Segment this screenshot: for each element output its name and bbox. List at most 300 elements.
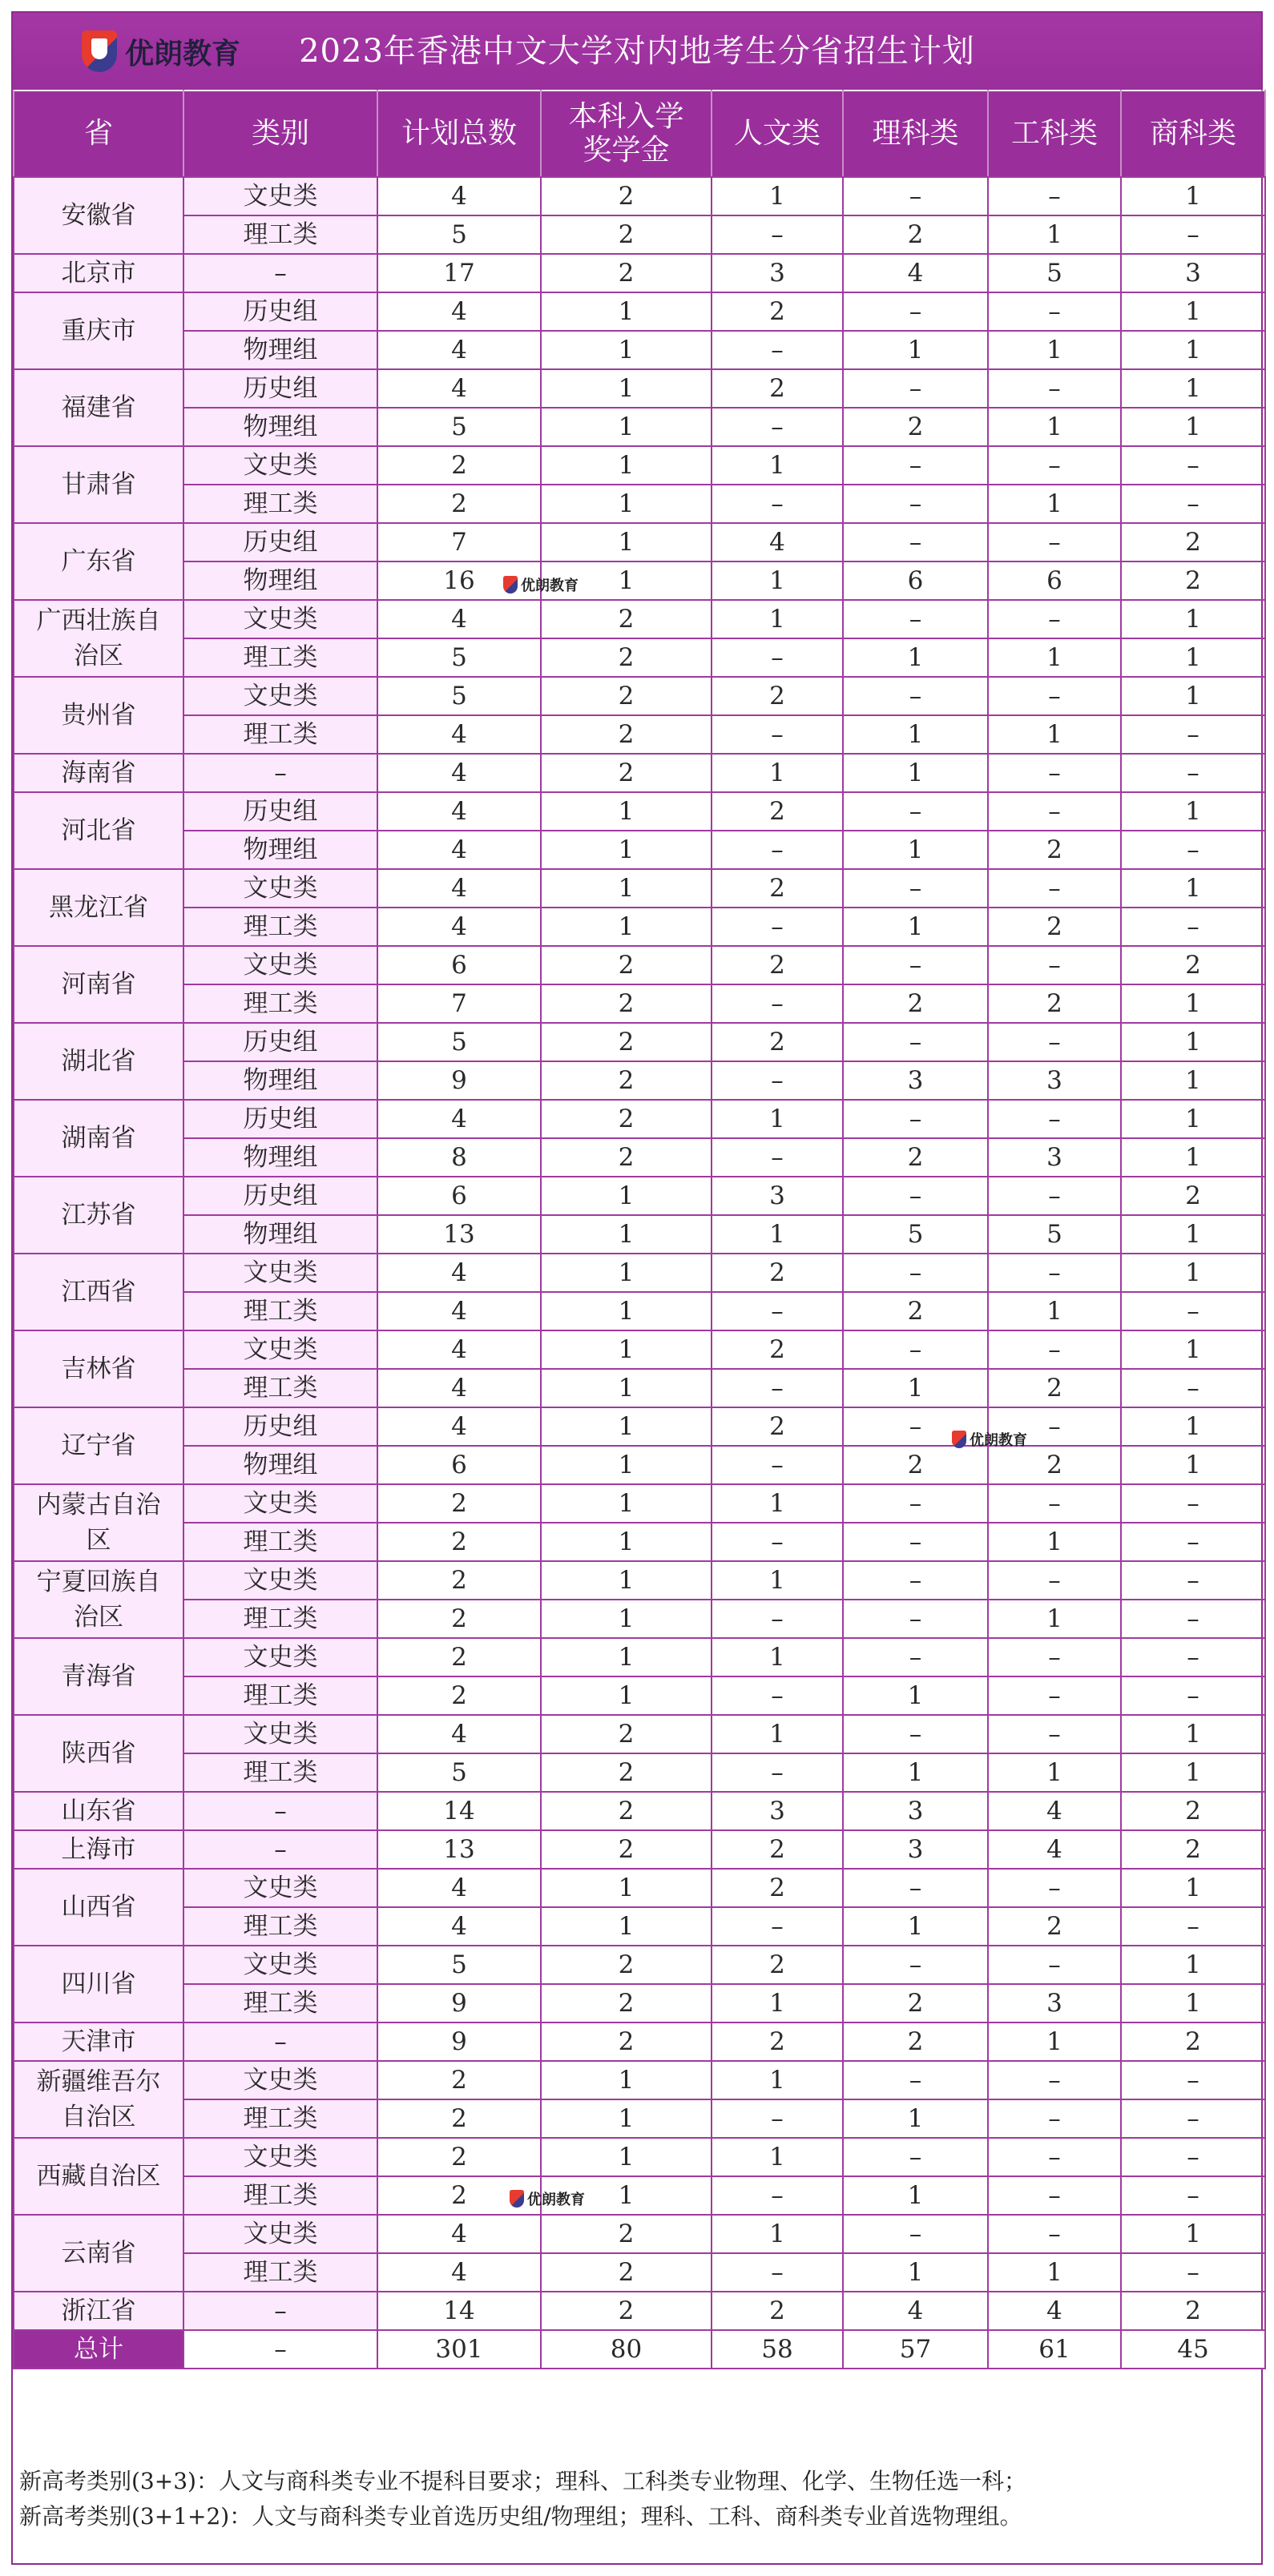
value-cell: – <box>988 946 1121 984</box>
value-cell: 2 <box>988 908 1121 946</box>
value-cell: 4 <box>377 1100 541 1138</box>
province-cell: 宁夏回族自治区 <box>14 1561 183 1638</box>
value-cell: 1 <box>1121 1138 1265 1177</box>
table-row <box>14 1523 1265 1561</box>
value-cell: 2 <box>377 2099 541 2138</box>
table-row <box>14 677 1265 715</box>
value-cell: – <box>988 2061 1121 2099</box>
value-cell: 1 <box>541 2176 712 2215</box>
value-cell: 1 <box>1121 1869 1265 1907</box>
value-cell: – <box>712 485 843 523</box>
value-cell: 2 <box>541 1138 712 1177</box>
value-cell: – <box>843 2061 988 2099</box>
value-cell: – <box>843 869 988 908</box>
value-cell: 4 <box>377 1254 541 1292</box>
value-cell: 1 <box>988 1753 1121 1792</box>
province-cell: 山西省 <box>14 1869 183 1946</box>
value-cell: – <box>988 869 1121 908</box>
value-cell: 4 <box>377 2215 541 2253</box>
value-cell: 2 <box>843 984 988 1023</box>
value-cell: 1 <box>541 1523 712 1561</box>
value-cell: 1 <box>541 561 712 600</box>
value-cell: 4 <box>377 715 541 754</box>
value-cell: – <box>843 1946 988 1984</box>
category-cell: 文史类 <box>183 2215 377 2253</box>
value-cell: – <box>988 1561 1121 1600</box>
value-cell: 2 <box>541 1753 712 1792</box>
category-cell: 文史类 <box>183 1330 377 1369</box>
value-cell: 3 <box>712 1177 843 1215</box>
province-cell: 吉林省 <box>14 1330 183 1407</box>
table-row <box>14 2099 1265 2138</box>
value-cell: 5 <box>377 215 541 254</box>
value-cell: 1 <box>1121 1100 1265 1138</box>
category-cell: 理工类 <box>183 1600 377 1638</box>
value-cell: – <box>1121 1638 1265 1676</box>
value-cell: 1 <box>541 1177 712 1215</box>
table-row <box>14 177 1265 215</box>
value-cell: 1 <box>1121 1023 1265 1061</box>
watermark-logo-icon <box>503 576 518 594</box>
category-cell: 理工类 <box>183 2253 377 2292</box>
value-cell: 5 <box>377 408 541 446</box>
value-cell: 2 <box>541 2215 712 2253</box>
value-cell: – <box>988 1254 1121 1292</box>
category-cell: 文史类 <box>183 1715 377 1753</box>
value-cell: 4 <box>988 2292 1121 2330</box>
value-cell: 5 <box>377 1946 541 1984</box>
value-cell: 1 <box>1121 1446 1265 1484</box>
value-cell: 1 <box>712 2138 843 2176</box>
note-line-1: 新高考类别(3+3)：人文与商科类专业不提科目要求；理科、工科类专业物理、化学、生物任选一科； <box>19 2468 1026 2494</box>
value-cell: – <box>1121 1561 1265 1600</box>
value-cell: 3 <box>988 1061 1121 1100</box>
value-cell: – <box>712 984 843 1023</box>
watermark <box>510 2188 585 2209</box>
table-row <box>14 1292 1265 1330</box>
category-cell: 文史类 <box>183 1638 377 1676</box>
value-cell: 1 <box>988 2023 1121 2061</box>
value-cell: 1 <box>712 1561 843 1600</box>
value-cell: 2 <box>541 1715 712 1753</box>
province-cell: 黑龙江省 <box>14 869 183 946</box>
value-cell: 1 <box>541 1407 712 1446</box>
value-cell: 1 <box>1121 1330 1265 1369</box>
value-cell: – <box>988 1407 1121 1446</box>
value-cell: 1 <box>541 485 712 523</box>
value-cell: – <box>843 1484 988 1523</box>
category-cell: 文史类 <box>183 1869 377 1907</box>
table-row <box>14 869 1265 908</box>
value-cell: 2 <box>377 2061 541 2099</box>
value-cell: – <box>712 2099 843 2138</box>
value-cell: 2 <box>1121 523 1265 561</box>
category-cell: – <box>183 2023 377 2061</box>
value-cell: – <box>712 908 843 946</box>
value-cell: – <box>988 2099 1121 2138</box>
value-cell: 1 <box>712 1100 843 1138</box>
value-cell: 1 <box>1121 2215 1265 2253</box>
value-cell: – <box>843 1100 988 1138</box>
province-cell: 河北省 <box>14 792 183 869</box>
admission-plan-table <box>13 90 1266 2369</box>
value-cell: 2 <box>712 1830 843 1869</box>
province-cell: 湖南省 <box>14 1100 183 1177</box>
value-cell: – <box>712 408 843 446</box>
watermark <box>952 1429 1027 1450</box>
value-cell: 16 <box>377 561 541 600</box>
province-cell: 广西壮族自治区 <box>14 600 183 677</box>
value-cell: – <box>988 1330 1121 1369</box>
value-cell: 4 <box>377 754 541 792</box>
province-cell: 云南省 <box>14 2215 183 2292</box>
value-cell: 2 <box>712 292 843 331</box>
value-cell: 1 <box>1121 369 1265 408</box>
value-cell: – <box>988 600 1121 638</box>
value-cell: 1 <box>541 292 712 331</box>
value-cell: 2 <box>1121 1792 1265 1830</box>
value-cell: 1 <box>541 1676 712 1715</box>
value-cell: – <box>712 1600 843 1638</box>
category-cell: 历史组 <box>183 369 377 408</box>
category-cell: 理工类 <box>183 1292 377 1330</box>
value-cell: 1 <box>541 1907 712 1946</box>
header-cell: 计划总数 <box>377 91 541 177</box>
value-cell: 2 <box>377 446 541 485</box>
value-cell: 1 <box>541 1600 712 1638</box>
value-cell: 2 <box>377 2138 541 2176</box>
value-cell: 2 <box>377 1523 541 1561</box>
value-cell: – <box>988 1484 1121 1523</box>
table-row <box>14 1638 1265 1676</box>
value-cell: 17 <box>377 254 541 292</box>
value-cell: 1 <box>541 1330 712 1369</box>
value-cell: 2 <box>541 1100 712 1138</box>
total-category-cell: – <box>183 2330 377 2369</box>
value-cell: 1 <box>843 1907 988 1946</box>
table-row <box>14 1715 1265 1753</box>
value-cell: 2 <box>377 2176 541 2215</box>
category-cell: 理工类 <box>183 715 377 754</box>
value-cell: 1 <box>712 2215 843 2253</box>
category-cell: – <box>183 754 377 792</box>
value-cell: 1 <box>541 908 712 946</box>
header-cell: 工科类 <box>988 91 1121 177</box>
value-cell: – <box>1121 1600 1265 1638</box>
value-cell: – <box>843 1600 988 1638</box>
value-cell: 4 <box>377 792 541 831</box>
value-cell: – <box>988 177 1121 215</box>
table-row <box>14 561 1265 600</box>
value-cell: 2 <box>1121 2292 1265 2330</box>
value-cell: 1 <box>712 1984 843 2023</box>
table-row <box>14 1869 1265 1907</box>
category-cell: 理工类 <box>183 2176 377 2215</box>
value-cell: 4 <box>377 908 541 946</box>
value-cell: – <box>712 1369 843 1407</box>
value-cell: 13 <box>377 1215 541 1254</box>
total-value-cell: 57 <box>843 2330 988 2369</box>
value-cell: 2 <box>843 408 988 446</box>
header-cell: 理科类 <box>843 91 988 177</box>
category-cell: 理工类 <box>183 1676 377 1715</box>
value-cell: 2 <box>712 2292 843 2330</box>
value-cell: – <box>1121 2061 1265 2099</box>
value-cell: – <box>988 677 1121 715</box>
table-row <box>14 485 1265 523</box>
value-cell: 2 <box>988 984 1121 1023</box>
table-row <box>14 1446 1265 1484</box>
province-cell: 甘肃省 <box>14 446 183 523</box>
value-cell: – <box>843 1715 988 1753</box>
value-cell: – <box>988 792 1121 831</box>
value-cell: 2 <box>541 638 712 677</box>
value-cell: – <box>988 1177 1121 1215</box>
value-cell: 1 <box>988 215 1121 254</box>
value-cell: 2 <box>712 1254 843 1292</box>
value-cell: 1 <box>712 600 843 638</box>
province-cell: 陕西省 <box>14 1715 183 1792</box>
header-cell: 本科入学奖学金 <box>541 91 712 177</box>
value-cell: 1 <box>541 1638 712 1676</box>
value-cell: 4 <box>377 177 541 215</box>
value-cell: 4 <box>988 1792 1121 1830</box>
category-cell: 理工类 <box>183 215 377 254</box>
table-row <box>14 1100 1265 1138</box>
watermark-logo-icon <box>952 1431 966 1448</box>
value-cell: 1 <box>1121 1715 1265 1753</box>
value-cell: – <box>843 1023 988 1061</box>
province-cell: 内蒙古自治区 <box>14 1484 183 1561</box>
value-cell: – <box>1121 831 1265 869</box>
category-cell: 理工类 <box>183 1753 377 1792</box>
value-cell: 4 <box>377 1907 541 1946</box>
watermark <box>503 574 579 595</box>
value-cell: 2 <box>541 1023 712 1061</box>
province-cell: 北京市 <box>14 254 183 292</box>
category-cell: 历史组 <box>183 1177 377 1215</box>
category-cell: 历史组 <box>183 1100 377 1138</box>
value-cell: 1 <box>1121 869 1265 908</box>
value-cell: – <box>712 1753 843 1792</box>
value-cell: 1 <box>712 1638 843 1676</box>
value-cell: – <box>712 831 843 869</box>
category-cell: 物理组 <box>183 408 377 446</box>
value-cell: – <box>712 215 843 254</box>
value-cell: 2 <box>541 177 712 215</box>
value-cell: 3 <box>988 1984 1121 2023</box>
category-cell: 历史组 <box>183 292 377 331</box>
value-cell: 2 <box>843 215 988 254</box>
value-cell: – <box>988 446 1121 485</box>
logo-text: 优朗教育 <box>125 37 241 70</box>
value-cell: – <box>988 523 1121 561</box>
value-cell: 1 <box>712 177 843 215</box>
value-cell: 1 <box>1121 1215 1265 1254</box>
value-cell: – <box>988 1676 1121 1715</box>
value-cell: 1 <box>1121 1946 1265 1984</box>
value-cell: 1 <box>1121 177 1265 215</box>
value-cell: – <box>712 2176 843 2215</box>
category-cell: 理工类 <box>183 638 377 677</box>
table-row <box>14 2023 1265 2061</box>
table-row <box>14 1023 1265 1061</box>
province-cell: 浙江省 <box>14 2292 183 2330</box>
value-cell: – <box>1121 1523 1265 1561</box>
value-cell: – <box>843 485 988 523</box>
value-cell: 5 <box>988 1215 1121 1254</box>
watermark-logo-icon <box>510 2190 524 2208</box>
table-row <box>14 1600 1265 1638</box>
value-cell: – <box>1121 908 1265 946</box>
value-cell: 6 <box>377 946 541 984</box>
value-cell: – <box>843 600 988 638</box>
value-cell: – <box>712 1523 843 1561</box>
value-cell: 2 <box>988 1369 1121 1407</box>
value-cell: 2 <box>843 1446 988 1484</box>
table-row <box>14 1753 1265 1792</box>
value-cell: 4 <box>377 600 541 638</box>
category-cell: – <box>183 1792 377 1830</box>
category-cell: 理工类 <box>183 984 377 1023</box>
value-cell: 2 <box>1121 1830 1265 1869</box>
value-cell: 2 <box>843 2023 988 2061</box>
value-cell: 1 <box>541 446 712 485</box>
value-cell: 2 <box>843 1138 988 1177</box>
value-cell: – <box>1121 485 1265 523</box>
category-cell: 理工类 <box>183 1369 377 1407</box>
category-cell: 文史类 <box>183 600 377 638</box>
province-cell: 广东省 <box>14 523 183 600</box>
table-row <box>14 1830 1265 1869</box>
province-cell: 福建省 <box>14 369 183 446</box>
value-cell: 2 <box>541 677 712 715</box>
value-cell: – <box>712 1292 843 1330</box>
table-row <box>14 1177 1265 1215</box>
value-cell: 2 <box>988 1907 1121 1946</box>
value-cell: – <box>843 369 988 408</box>
value-cell: – <box>712 1446 843 1484</box>
value-cell: 2 <box>377 485 541 523</box>
value-cell: 1 <box>712 446 843 485</box>
table-row <box>14 369 1265 408</box>
province-cell: 安徽省 <box>14 177 183 254</box>
value-cell: 2 <box>541 600 712 638</box>
category-cell: – <box>183 1830 377 1869</box>
value-cell: – <box>712 1061 843 1100</box>
value-cell: 2 <box>712 869 843 908</box>
category-cell: 物理组 <box>183 1446 377 1484</box>
value-cell: 8 <box>377 1138 541 1177</box>
value-cell: 1 <box>843 754 988 792</box>
value-cell: – <box>712 1676 843 1715</box>
value-cell: – <box>712 715 843 754</box>
value-cell: 4 <box>377 1369 541 1407</box>
value-cell: 1 <box>541 369 712 408</box>
table-header-row <box>14 91 1265 177</box>
category-cell: – <box>183 254 377 292</box>
table-body <box>14 177 1265 2369</box>
value-cell: 1 <box>843 2176 988 2215</box>
value-cell: 1 <box>541 408 712 446</box>
value-cell: 2 <box>712 1407 843 1446</box>
value-cell: 6 <box>377 1446 541 1484</box>
value-cell: 1 <box>843 2253 988 2292</box>
value-cell: 1 <box>1121 292 1265 331</box>
value-cell: 3 <box>712 1792 843 1830</box>
value-cell: 1 <box>843 1676 988 1715</box>
value-cell: – <box>1121 715 1265 754</box>
value-cell: 1 <box>1121 1254 1265 1292</box>
page-frame <box>11 11 1263 2565</box>
value-cell: 1 <box>843 1753 988 1792</box>
value-cell: 1 <box>988 1600 1121 1638</box>
total-label: 总计 <box>14 2330 183 2369</box>
value-cell: 1 <box>541 1561 712 1600</box>
category-cell: 文史类 <box>183 869 377 908</box>
value-cell: 2 <box>1121 2023 1265 2061</box>
value-cell: – <box>843 2215 988 2253</box>
value-cell: 2 <box>712 1946 843 1984</box>
table-row <box>14 1984 1265 2023</box>
table-row <box>14 1676 1265 1715</box>
category-cell: 文史类 <box>183 677 377 715</box>
value-cell: – <box>988 2138 1121 2176</box>
category-cell: 文史类 <box>183 2061 377 2099</box>
value-cell: – <box>843 1177 988 1215</box>
value-cell: 1 <box>541 331 712 369</box>
value-cell: – <box>843 1407 988 1446</box>
value-cell: 4 <box>377 1330 541 1369</box>
table-row <box>14 2292 1265 2330</box>
value-cell: 1 <box>843 831 988 869</box>
category-cell: 文史类 <box>183 1561 377 1600</box>
category-cell: 理工类 <box>183 1523 377 1561</box>
value-cell: – <box>843 177 988 215</box>
value-cell: 1 <box>712 1484 843 1523</box>
page-title: 2023年香港中文大学对内地考生分省招生计划 <box>299 33 975 70</box>
value-cell: 4 <box>377 1715 541 1753</box>
value-cell: 1 <box>541 831 712 869</box>
value-cell: 2 <box>712 1869 843 1907</box>
value-cell: 4 <box>843 2292 988 2330</box>
category-cell: 文史类 <box>183 946 377 984</box>
value-cell: 6 <box>377 1177 541 1215</box>
value-cell: 13 <box>377 1830 541 1869</box>
value-cell: 2 <box>541 1792 712 1830</box>
value-cell: 4 <box>377 2253 541 2292</box>
value-cell: 1 <box>843 331 988 369</box>
table-row <box>14 754 1265 792</box>
value-cell: – <box>712 1907 843 1946</box>
value-cell: 1 <box>541 1254 712 1292</box>
value-cell: 3 <box>712 254 843 292</box>
value-cell: – <box>843 446 988 485</box>
notes-section <box>13 2448 1261 2534</box>
table-row <box>14 831 1265 869</box>
value-cell: – <box>988 292 1121 331</box>
value-cell: 5 <box>377 677 541 715</box>
value-cell: 2 <box>541 715 712 754</box>
value-cell: – <box>988 1946 1121 1984</box>
table-row <box>14 1369 1265 1407</box>
value-cell: 7 <box>377 523 541 561</box>
table-row <box>14 1907 1265 1946</box>
table-row <box>14 1792 1265 1830</box>
value-cell: 2 <box>988 1446 1121 1484</box>
value-cell: – <box>1121 2099 1265 2138</box>
value-cell: 1 <box>1121 638 1265 677</box>
